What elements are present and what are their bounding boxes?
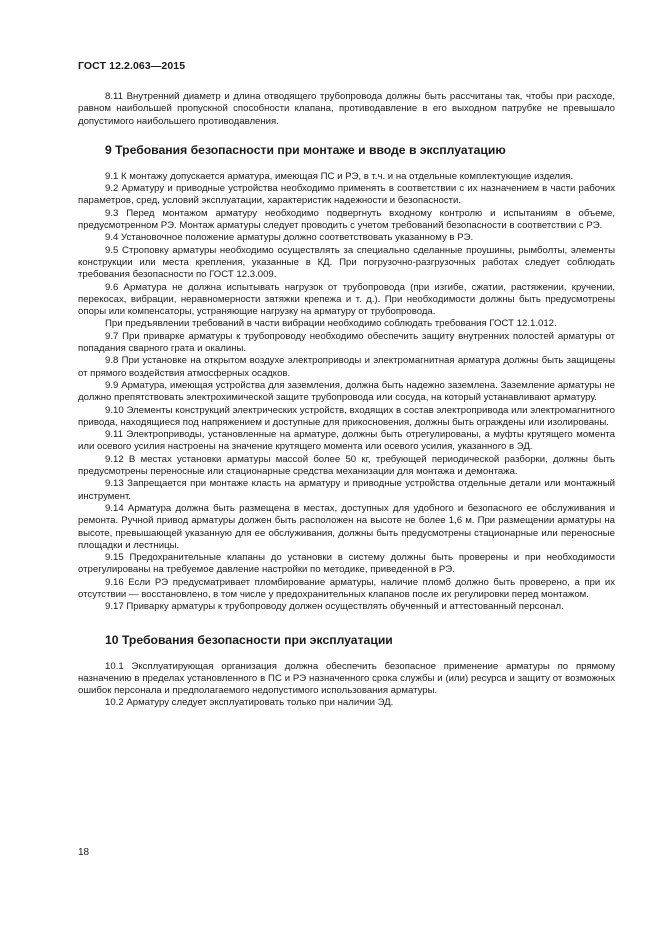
- paragraph-9-7: 9.7 При приварке арматуры к трубопроводу необходимо обеспечить защиту внутренних полостей арматуры от попадания сварного грата и окалины.: [78, 330, 615, 355]
- paragraph-9-14: 9.14 Арматура должна быть размещена в местах, доступных для удобного и безопасного ее обслуживания и ремонта. Ручной привод арматуры должен быть расположен на высоте не более 1,6 м. При размещении арматуры на высоте, превышающей указанную для ее обслуживания, должны быть предусмотрены стационарные или переносные площадки и лестницы.: [78, 502, 615, 551]
- paragraph-9-16: 9.16 Если РЭ предусматривает пломбирование арматуры, наличие пломб должно быть проверено, а при их отсутствии — восстановлено, в том числе у предохранительных клапанов после их регулировки перед монтажом.: [78, 576, 615, 600]
- section-heading-10: 10 Требования безопасности при эксплуатации: [105, 632, 393, 647]
- page-number: 18: [78, 847, 90, 858]
- section-heading-9: 9 Требования безопасности при монтаже и вводе в эксплуатацию: [105, 142, 506, 157]
- paragraph-9-5: 9.5 Строповку арматуры необходимо осуществлять за специально сделанные проушины, рымболты, элементы конструкции или места крепления, указанные в КД. При погрузочно-разгрузочных работах следует соблюдать требования безопасности по ГОСТ 12.3.009.: [78, 244, 615, 281]
- paragraph-9-2: 9.2 Арматуру и приводные устройства необходимо применять в соответствии с их назначением в части рабочих параметров, сред, условий эксплуатации, характеристик надежности и безопасности.: [78, 183, 615, 207]
- paragraph-9-4: 9.4 Установочное положение арматуры должно соответствовать указанному в РЭ.: [105, 232, 474, 244]
- paragraph-9-9: 9.9 Арматура, имеющая устройства для заземления, должна быть надежно заземлена. Заземление арматуры не должно препятствовать электрохимической защите трубопровода или сосуда, на который устанавливают арматуру.: [78, 379, 615, 404]
- paragraph-9-17: 9.17 Приварку арматуры к трубопроводу должен осуществлять обученный и аттестованный персонал.: [105, 601, 564, 613]
- paragraph-9-15: 9.15 Предохранительные клапаны до установки в систему должны быть проверены и при необходимости отрегулированы на требуемое давление настройки по методике, приведенной в РЭ.: [78, 552, 615, 576]
- paragraph-9-13: 9.13 Запрещается при монтаже класть на арматуру и приводные устройства отдельные детали или монтажный инструмент.: [78, 478, 615, 502]
- paragraph-9-6: 9.6 Арматура не должна испытывать нагрузок от трубопровода (при изгибе, сжатии, растяжении, кручении, перекосах, вибрации, неравномерности затяжки крепежа и т. д.). При необходимости должны быть предусмотрены опоры или компенсаторы, устраняющие нагрузку на арматуру от трубопровода.: [78, 281, 615, 318]
- paragraph-10-1: 10.1 Эксплуатирующая организация должна обеспечить безопасное применение арматуры по прямому назначению в пределах установленного в ПС и РЭ назначенного срока службы и (или) ресурса и защиту от возможных ошибок персонала и предполагаемого недопустимого использования арматуры.: [78, 660, 615, 697]
- document-code: ГОСТ 12.2.063—2015: [78, 60, 186, 72]
- paragraph-9-11: 9.11 Электроприводы, установленные на арматуре, должны быть отрегулированы, а муфты крутящего момента или осевого усилия настроены на значение крутящего момента или осевого усилия, указанного в ЭД.: [78, 429, 615, 453]
- paragraph-9-3: 9.3 Перед монтажом арматуру необходимо подвергнуть входному контролю и испытаниям в объеме, предусмотренном РЭ. Монтаж арматуры следует проводить с учетом требований безопасности в соответствии с РЭ.: [78, 207, 615, 232]
- paragraph-9-6-vibration: При предъявлении требований в части вибрации необходимо соблюдать требования ГОСТ 12.1.012.: [105, 318, 557, 330]
- paragraph-9-12: 9.12 В местах установки арматуры массой более 50 кг, требующей периодической разборки, должны быть предусмотрены переносные или стационарные средства механизации для монтажа и демонтажа.: [78, 453, 615, 478]
- paragraph-9-8: 9.8 При установке на открытом воздухе электроприводы и электромагнитная арматура должны быть защищены от прямого воздействия атмосферных осадков.: [78, 355, 615, 379]
- paragraph-9-1: 9.1 К монтажу допускается арматура, имеющая ПС и РЭ, в т.ч. и на отдельные комплектующие изделия.: [105, 170, 574, 182]
- paragraph-10-2: 10.2 Арматуру следует эксплуатировать только при наличии ЭД.: [105, 697, 394, 709]
- paragraph-8-11: 8.11 Внутренний диаметр и длина отводящего трубопровода должны быть рассчитаны так, чтобы при расходе, равном наибольшей пропускной способности клапана, противодавление в его выходном патрубке не превышало допустимого наибольшего противодавления.: [78, 91, 615, 127]
- page-content: [78, 91, 615, 710]
- paragraph-9-10: 9.10 Элементы конструкций электрических устройств, входящих в состав электропривода или электромагнитного привода, находящиеся под напряжением и доступные для прикосновения, должны быть ограждены или изолированы.: [78, 404, 615, 428]
